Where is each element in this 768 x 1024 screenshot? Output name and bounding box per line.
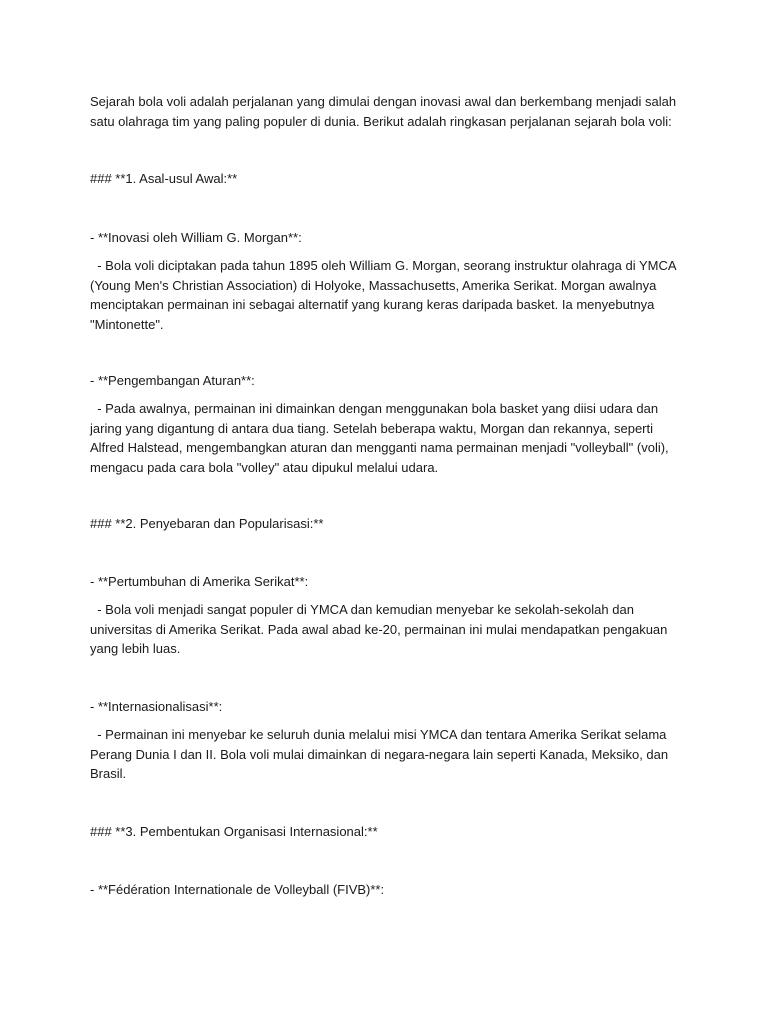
section-heading-3: ### **3. Pembentukan Organisasi Internasional:**: [90, 824, 378, 839]
paragraph-international: - Permainan ini menyebar ke seluruh dunia melalui misi YMCA dan tentara Amerika Serikat selama Perang Dunia I dan II. Bola voli mulai dimainkan di negara-negara lain seperti Kanada, Meksiko, dan Brasil.: [90, 727, 672, 781]
bullet-usa: - **Pertumbuhan di Amerika Serikat**:: [90, 574, 309, 589]
section-heading-2: ### **2. Penyebaran dan Popularisasi:**: [90, 516, 324, 531]
bullet-morgan: - **Inovasi oleh William G. Morgan**:: [90, 230, 302, 245]
bullet-international: - **Internasionalisasi**:: [90, 699, 223, 714]
bullet-fivb: - **Fédération Internationale de Volleyball (FIVB)**:: [90, 882, 385, 897]
paragraph-rules: - Pada awalnya, permainan ini dimainkan dengan menggunakan bola basket yang diisi udara dan jaring yang digantung di antara dua tiang. Setelah beberapa waktu, Morgan dan rekannya, seperti Alfred Halstead, mengembangkan aturan dan mengganti nama permainan menjadi "volleyball" (voli), mengacu pada cara bola "volley" atau dipukul melalui udara.: [90, 401, 673, 475]
paragraph-morgan: - Bola voli diciptakan pada tahun 1895 oleh William G. Morgan, seorang instruktur olahraga di YMCA (Young Men's Christian Association) di Holyoke, Massachusetts, Amerika Serikat. Morgan awalnya menciptakan permainan ini sebagai alternatif yang kurang keras daripada basket. Ia menyebutnya "Mintonette".: [90, 258, 680, 332]
intro-paragraph: Sejarah bola voli adalah perjalanan yang dimulai dengan inovasi awal dan berkembang menjadi salah satu olahraga tim yang paling populer di dunia. Berikut adalah ringkasan perjalanan sejarah bola voli:: [90, 94, 680, 129]
bullet-rules: - **Pengembangan Aturan**:: [90, 373, 255, 388]
section-heading-1: ### **1. Asal-usul Awal:**: [90, 171, 238, 186]
paragraph-usa: - Bola voli menjadi sangat populer di YMCA dan kemudian menyebar ke sekolah-sekolah dan universitas di Amerika Serikat. Pada awal abad ke-20, permainan ini mulai mendapatkan pengakuan yang lebih luas.: [90, 602, 672, 656]
